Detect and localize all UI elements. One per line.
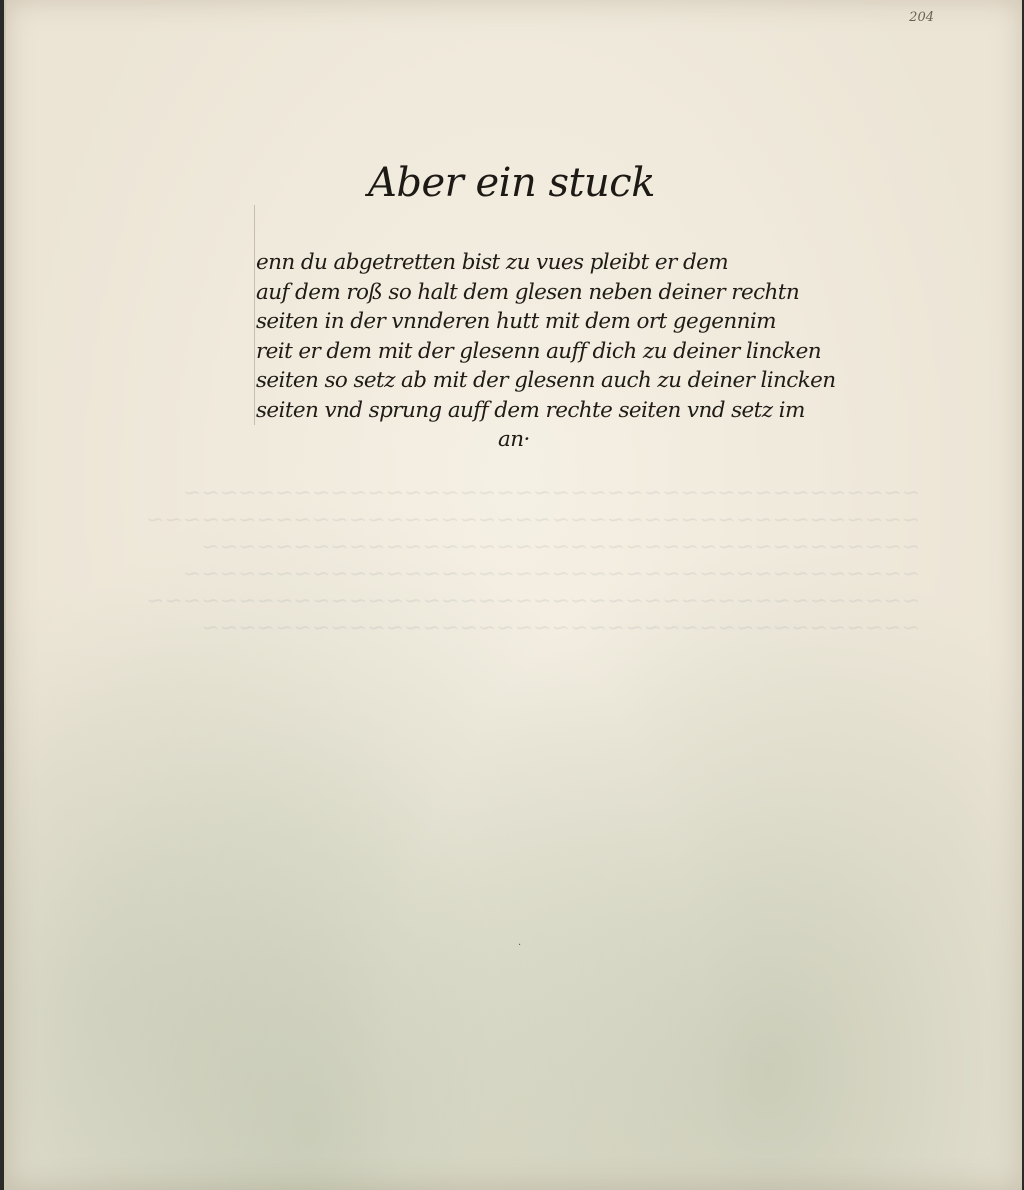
margin-ruling-line <box>254 205 255 425</box>
manuscript-page <box>4 0 1022 1190</box>
text-line: seiten in der vnnderen hutt mit dem ort gegennim <box>256 309 776 334</box>
body-text <box>256 248 856 455</box>
show-through-bleed: ~~~~~~~~~~~~~~~~~~~~~~~~~~~~~~~~~~~~~~~~ ~~~~~~~~~~~~~~~~~~~~~~~~~~~~~~~~~~~~~~~~~~ ~~~~~~~~~~~~~~~~~~~~~~~~~~~~~~~~~~~~~~~ ~~~~~~~~~~~~~~~~~~~~~~~~~~~~~~~~~~~~~~~~ ~~~~~~~~~~~~~~~~~~~~~~~~~~~~~~~~~~~~~~~~~~ ~~~~~~~~~~~~~~~~~~~~~~~~~~~~~~~~~~~~~~~ <box>146 481 921 641</box>
text-line: seiten so setz ab mit der glesenn auch zu deiner lincken <box>256 368 836 393</box>
section-heading: Aber ein stuck <box>368 160 655 206</box>
text-line: an· <box>498 427 530 452</box>
folio-number: 204 <box>909 10 934 25</box>
text-line: enn du abgetretten bist zu vues pleibt er dem <box>256 250 729 275</box>
text-line: seiten vnd sprung auff dem rechte seiten vnd setz im <box>256 397 805 423</box>
ink-speck: · <box>518 940 522 951</box>
text-line: reit er dem mit der glesenn auff dich zu deiner lincken <box>256 338 821 364</box>
text-line: auf dem roß so halt dem glesen neben deiner rechtn <box>256 279 800 305</box>
